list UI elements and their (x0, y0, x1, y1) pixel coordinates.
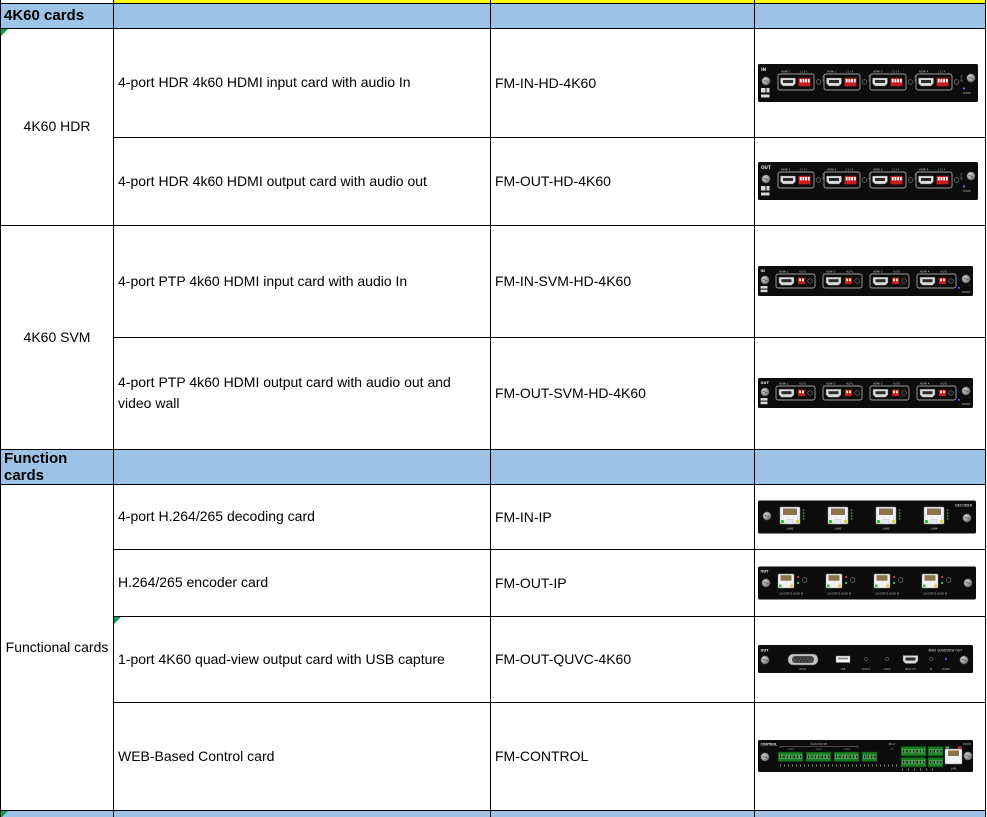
lan-port-icon (945, 747, 962, 765)
audio-label: AUDIO (913, 74, 917, 82)
power-led-icon (963, 87, 965, 89)
model-cell[interactable] (491, 549, 755, 616)
category-label: 4K60 HDR (23, 118, 91, 135)
hdmi-port-icon (903, 656, 918, 664)
section-header-empty-cell[interactable] (114, 449, 491, 484)
screw-icon (762, 578, 770, 586)
power-led-icon (963, 186, 965, 188)
card-port-label: HDMI 4 (920, 270, 930, 274)
description-cell[interactable] (114, 484, 491, 549)
description-text: H.264/265 encoder card (118, 574, 269, 590)
description-cell[interactable] (114, 702, 491, 810)
power-led-icon (958, 399, 960, 401)
lan-port-icon (780, 507, 800, 524)
section-header-row (1, 449, 986, 484)
screw-icon (967, 73, 975, 81)
dip-scale-label: 1 2 3 4 (937, 168, 946, 172)
dip-scale-label: 1 2 3 4 (799, 70, 808, 74)
category-cell-4k60-hdr[interactable] (1, 28, 114, 225)
description-cell[interactable] (114, 616, 491, 702)
product-image-svm-output-card (758, 378, 973, 408)
card-port-label: HDMI 4 (920, 382, 930, 386)
usb-port-icon (836, 656, 850, 663)
model-cell[interactable] (491, 484, 755, 549)
screw-icon (964, 578, 972, 586)
card-corner-label: POWER (962, 743, 971, 746)
screw-icon (962, 275, 970, 283)
section-header-label: 4K60 cards (4, 7, 85, 24)
product-image-hdmi-input-card (758, 64, 978, 102)
port-sub-label: LAN STATUS AUDIO IN (874, 592, 900, 595)
audio-label: AUDIO (893, 270, 901, 274)
screw-icon (962, 387, 970, 395)
model-text: FM-OUT-HD-4K60 (495, 173, 611, 189)
card-port-label: HDMI 4 (919, 168, 929, 172)
description-text: 4-port HDR 4k60 HDMI input card with audio In (118, 74, 411, 90)
description-text: 4-port H.264/265 decoding card (118, 508, 315, 524)
product-image-cell[interactable] (755, 616, 986, 702)
product-image-cell[interactable] (755, 337, 986, 449)
product-image-ip-encoder-card (758, 566, 976, 600)
audio-label: AUDIO (846, 270, 854, 274)
card-port-label: HDMI 3 (873, 70, 883, 74)
card-port-label: HDMI 2 (827, 168, 837, 172)
product-image-quadview-card (758, 645, 973, 673)
category-label: 4K60 SVM (23, 328, 91, 345)
section-header-row (1, 3, 986, 28)
description-text: 1-port 4K60 quad-view output card with USB capture (118, 650, 445, 667)
product-image-control-card (758, 740, 973, 772)
section-header-empty-cell[interactable] (755, 3, 986, 28)
model-cell[interactable] (491, 225, 755, 337)
screw-icon (762, 76, 770, 84)
power-led-icon (958, 287, 960, 289)
card-port-label: HDMI 3 (873, 270, 883, 274)
screw-icon (964, 752, 972, 760)
section-header-4k60-cards[interactable] (1, 3, 114, 28)
power-label: POWER (961, 291, 970, 294)
dip-scale-label: 1 2 3 4 (891, 70, 900, 74)
port-sub-label: LAN STATUS AUDIO IN (778, 592, 804, 595)
bottom-strip-cell[interactable] (755, 810, 986, 817)
model-text: FM-OUT-IP (495, 574, 567, 591)
card-end-label: IN (760, 269, 765, 273)
product-image-cell[interactable] (755, 702, 986, 810)
product-image-ip-decoder-card (758, 500, 976, 534)
category-cell-functional-cards[interactable] (1, 484, 114, 810)
card-port-label: HDMI 3 (873, 382, 883, 386)
card-port-label: HDMI 1 (779, 382, 789, 386)
power-label: POWER (962, 91, 971, 95)
product-image-cell[interactable] (755, 137, 986, 225)
model-text: FM-IN-SVM-HD-4K60 (495, 273, 632, 289)
audio-label: AUDIO (940, 270, 948, 274)
table-row (1, 28, 986, 137)
port-sub-label: LAN STATUS AUDIO IN (922, 592, 948, 595)
card-end-label: CONTROL (760, 742, 778, 747)
audio-label: AUDIO (867, 173, 871, 181)
card-port-label: HDMI 2 (826, 382, 836, 386)
card-corner-label: DECODER (955, 503, 972, 507)
card-port-label: AUDIO (883, 668, 891, 671)
card-corner-label: 4K60 QUADVIEW OUT (928, 648, 962, 653)
section-header-function-cards[interactable] (1, 449, 114, 484)
section-header-empty-cell[interactable] (755, 449, 986, 484)
audio-label: AUDIO (799, 382, 807, 386)
product-image-cell[interactable] (755, 28, 986, 137)
model-text: FM-IN-IP (495, 508, 552, 525)
card-end-label: OUT (760, 569, 769, 573)
audio-label: AUDIO (959, 74, 963, 82)
section-header-label: Function cards (4, 449, 68, 484)
card-port-label: IR (929, 668, 933, 671)
bottom-strip-row (1, 810, 986, 817)
model-text: FM-CONTROL (495, 748, 589, 764)
layout-button-icon (864, 657, 867, 660)
com-label: COM 3 (843, 749, 851, 751)
description-cell[interactable] (114, 549, 491, 616)
model-cell[interactable] (491, 337, 755, 449)
card-port-label: HDMI 4 (919, 70, 929, 74)
description-text: WEB-Based Control card (118, 747, 275, 764)
card-port-label: HDMI 1 (781, 168, 791, 172)
dip-scale-label: 1 2 3 4 (799, 168, 808, 172)
card-port-label: HDMI 2 (827, 70, 837, 74)
model-cell[interactable] (491, 616, 755, 702)
product-image-cell[interactable] (755, 549, 986, 616)
card-end-label: IN (761, 66, 767, 72)
lan-label: LAN (950, 767, 957, 771)
card-port-label: LAYOUT (861, 668, 871, 671)
description-cell[interactable] (114, 225, 491, 337)
product-image-svm-input-card (758, 266, 973, 296)
description-cell[interactable] (114, 137, 491, 225)
section-header-empty-cell[interactable] (114, 3, 491, 28)
section-header-empty-cell[interactable] (491, 3, 755, 28)
description-cell[interactable] (114, 337, 491, 449)
screw-icon (761, 753, 769, 761)
io-label: I/O (890, 748, 894, 751)
category-label: Functional cards (5, 638, 109, 655)
audio-label: AUDIO (821, 74, 825, 82)
lan-port-icon (924, 507, 944, 524)
screw-icon (761, 656, 769, 664)
table-row (1, 225, 986, 337)
card-port-label: RS232 (799, 668, 807, 671)
audio-label: AUDIO (893, 382, 901, 386)
audio-label: AUDIO (959, 173, 963, 181)
lan-port-icon (876, 507, 896, 524)
lan-port-icon (828, 507, 848, 524)
card-port-label: USB (840, 668, 846, 671)
card-port-label: LAN4 (930, 527, 938, 530)
audio-label: AUDIO (799, 270, 807, 274)
screw-icon (763, 511, 771, 519)
card-end-label: OUT (760, 381, 769, 385)
model-text: FM-OUT-QUVC-4K60 (495, 651, 632, 667)
description-text: 4-port PTP 4k60 HDMI input card with audio In (118, 272, 408, 289)
card-port-label: HDMI 2 (826, 270, 836, 274)
dip-scale-label: 1 2 3 4 (891, 168, 900, 172)
card-port-label: HDMI 1 (779, 270, 789, 274)
bottom-strip-cell[interactable] (491, 810, 755, 817)
audio-jack-icon (885, 657, 888, 660)
dip-scale-label: 1 2 3 4 (845, 70, 854, 74)
section-header-empty-cell[interactable] (491, 449, 755, 484)
card-port-label: HDMI OUT (904, 668, 917, 671)
bus-label: RS232/422/485 (810, 743, 828, 746)
product-image-cell[interactable] (755, 225, 986, 337)
table-row (1, 616, 986, 702)
description-cell[interactable] (114, 28, 491, 137)
card-port-label: LAN3 (882, 527, 890, 530)
card-port-label: HDMI 1 (781, 70, 791, 74)
description-text: 4-port HDR 4k60 HDMI output card with audio out (118, 172, 427, 189)
bottom-strip-cell[interactable] (1, 810, 114, 817)
card-port-label: LAN2 (834, 527, 842, 530)
card-end-label: OUT (760, 648, 769, 653)
ir-sensor-icon (929, 657, 932, 660)
audio-label: AUDIO (846, 382, 854, 386)
bottom-strip-cell[interactable] (114, 810, 491, 817)
table-row (1, 484, 986, 549)
screw-icon (967, 172, 975, 180)
dip-scale-label: 1 2 3 4 (937, 70, 946, 74)
table-row (1, 549, 986, 616)
screw-icon (761, 388, 769, 396)
card-port-label: HDMI 3 (873, 168, 883, 172)
table-row (1, 137, 986, 225)
model-cell[interactable] (491, 28, 755, 137)
relay-label: RELAY (888, 743, 896, 746)
screw-icon (761, 276, 769, 284)
model-text: FM-IN-HD-4K60 (495, 74, 597, 91)
power-label: POWER (962, 190, 971, 193)
table-row (1, 702, 986, 810)
power-label: POWER (961, 403, 970, 406)
power-led-icon (945, 658, 947, 660)
product-image-hdmi-output-card (758, 162, 978, 200)
com-label: COM 1 (787, 749, 795, 751)
model-text: FM-OUT-SVM-HD-4K60 (495, 385, 646, 401)
port-sub-label: LAN STATUS AUDIO IN (826, 592, 852, 595)
screw-icon (960, 656, 968, 664)
product-image-cell[interactable] (755, 484, 986, 549)
table-row (1, 337, 986, 449)
card-port-label: POWER (941, 668, 951, 671)
serial-port-icon (788, 654, 818, 665)
audio-label: AUDIO (940, 382, 948, 386)
audio-label: AUDIO (867, 74, 871, 82)
card-end-label: OUT (761, 165, 771, 170)
screw-icon (762, 175, 770, 183)
description-text: 4-port PTP 4k60 HDMI output card with audio out and video wall (118, 374, 451, 411)
model-cell[interactable] (491, 137, 755, 225)
screw-icon (963, 513, 971, 521)
category-cell-4k60-svm[interactable] (1, 225, 114, 449)
audio-label: AUDIO (821, 173, 825, 181)
card-port-label: LAN1 (786, 527, 794, 530)
model-cell[interactable] (491, 702, 755, 810)
audio-label: AUDIO (913, 173, 917, 181)
dip-scale-label: 1 2 3 4 (845, 168, 854, 172)
com-label: COM 2 (815, 749, 823, 751)
